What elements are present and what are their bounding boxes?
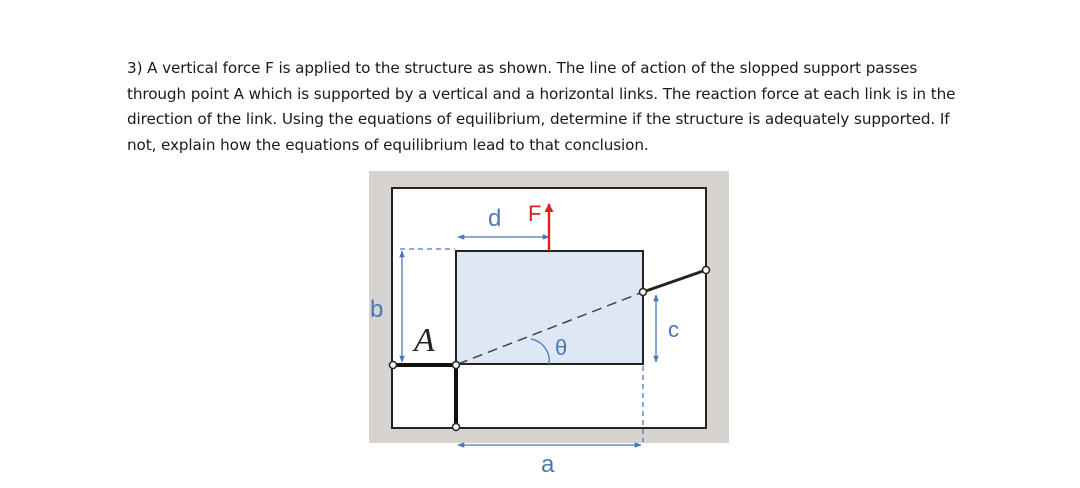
pin-sloped-upper bbox=[703, 267, 710, 274]
pin-horizontal-link-end bbox=[390, 362, 397, 369]
label-a-dimension: a bbox=[541, 451, 555, 478]
label-f: F bbox=[528, 201, 542, 226]
pin-point-a bbox=[453, 362, 460, 369]
label-a-point: A bbox=[414, 322, 435, 359]
structure-body bbox=[456, 251, 643, 364]
label-theta: θ bbox=[555, 335, 568, 360]
label-c: c bbox=[668, 317, 679, 342]
pin-vertical-link-end bbox=[453, 424, 460, 431]
label-d: d bbox=[488, 205, 502, 232]
pin-sloped-lower bbox=[640, 289, 647, 296]
label-b: b bbox=[370, 296, 384, 323]
problem-statement: 3) A vertical force F is applied to the structure as shown. The line of action of the slopped support passes through point A which is supported by a vertical and a horizontal links. The reaction force at each link is in the direction of the link. Using the equations of equilibrium, determine if the structure is adequately supported. If not, explain how the equations of equilibrium lead to that conclusion. bbox=[127, 59, 956, 154]
